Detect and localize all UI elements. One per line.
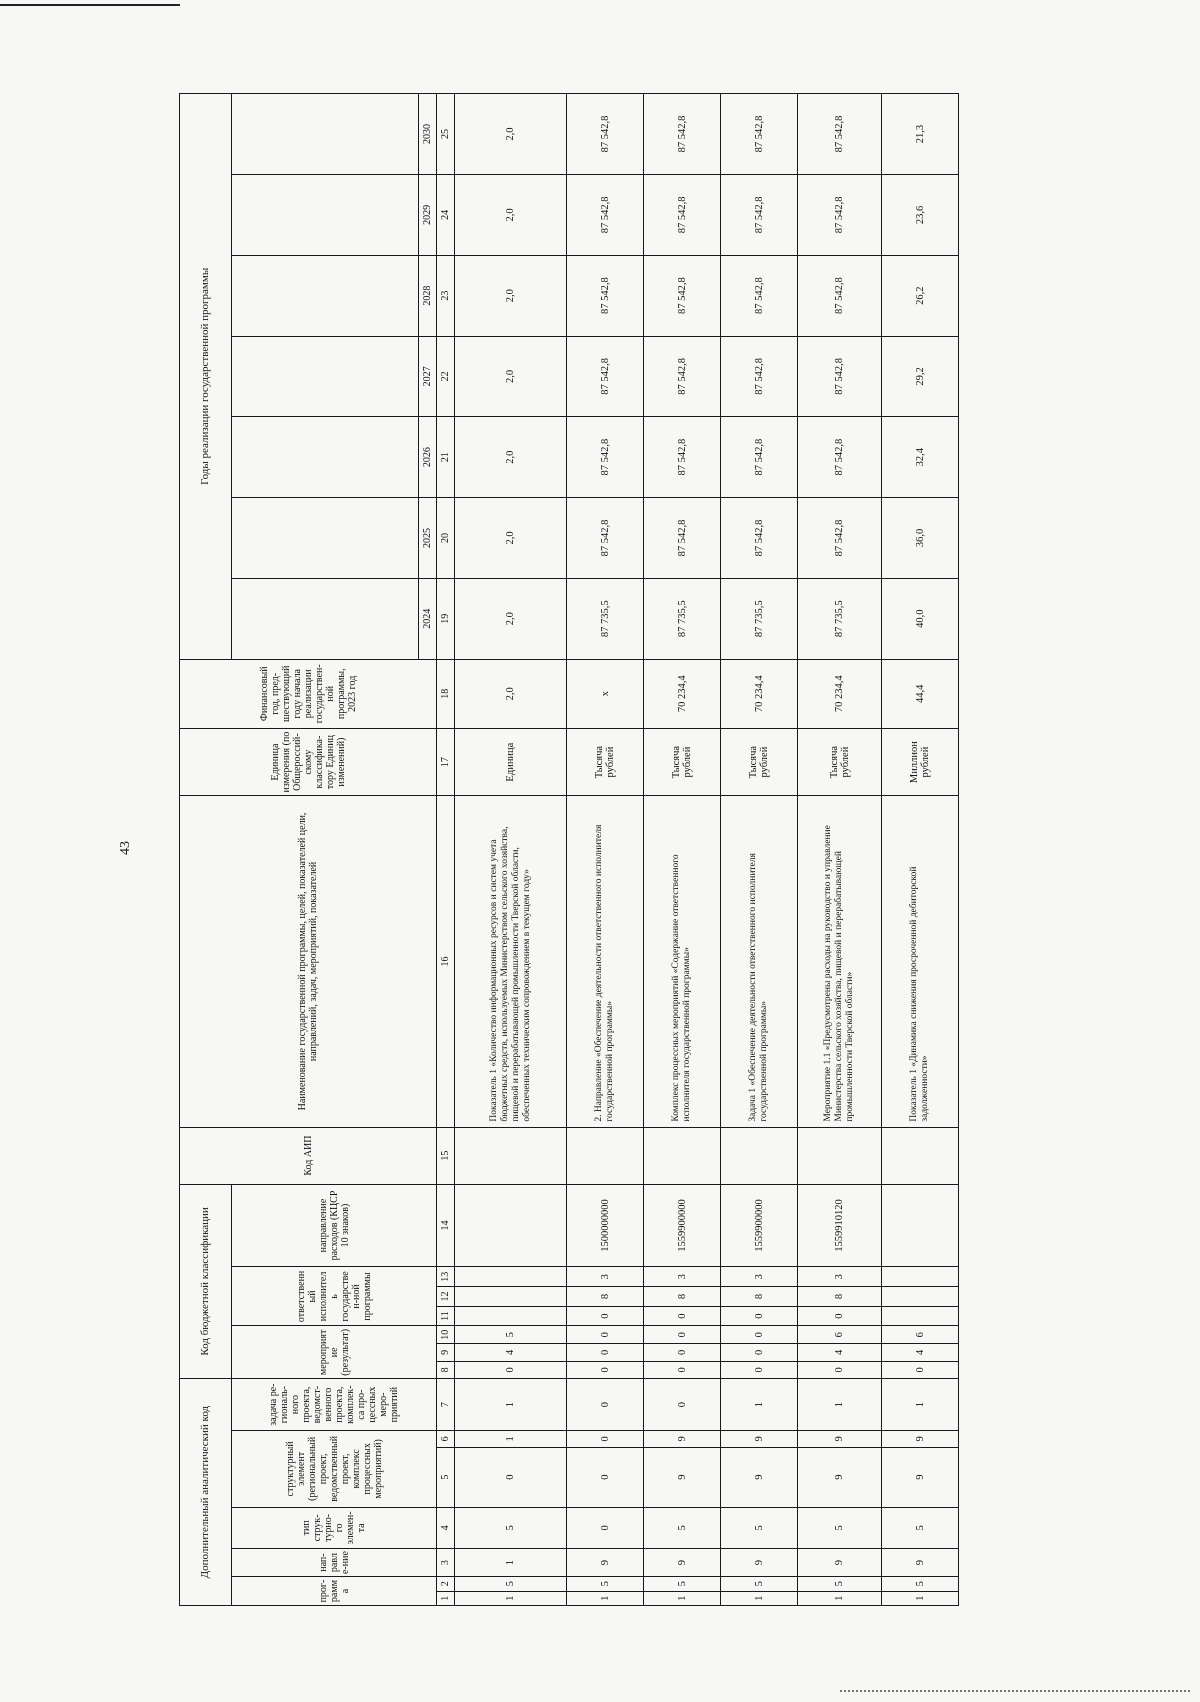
unit-cell: Тысяча рублей <box>644 728 721 795</box>
type-header: тип струк-турно-го элемен-та <box>232 1507 437 1548</box>
code-cell: 0 <box>567 1447 644 1507</box>
code-cell: 1559910120 <box>798 1184 882 1267</box>
year-header: 2030 <box>419 94 437 175</box>
table-row <box>798 94 882 1606</box>
program-table <box>179 93 959 1606</box>
year-spacer-cell <box>232 336 419 417</box>
code-cell: 0 <box>721 1326 798 1344</box>
year-value-cell: 2,0 <box>455 94 567 175</box>
year-value-cell: 87 542,8 <box>567 498 644 579</box>
year-value-cell: 87 542,8 <box>644 94 721 175</box>
code-cell <box>455 1306 567 1326</box>
column-number: 9 <box>437 1344 455 1362</box>
code-cell: 0 <box>798 1306 882 1326</box>
code-cell: 0 <box>567 1306 644 1326</box>
code-cell: 9 <box>721 1447 798 1507</box>
code-cell: 9 <box>882 1447 959 1507</box>
year-value-cell: 87 542,8 <box>721 94 798 175</box>
scan-edge-line <box>0 4 180 6</box>
year-value-cell: 2,0 <box>455 336 567 417</box>
year-value-cell: 87 542,8 <box>644 255 721 336</box>
year-value-cell: 2,0 <box>455 417 567 498</box>
code-cell: 9 <box>798 1549 882 1577</box>
code-cell <box>798 1127 882 1184</box>
year-value-cell: 87 542,8 <box>798 417 882 498</box>
year-value-cell: 40,0 <box>882 578 959 659</box>
fin-year-cell: 44,4 <box>882 659 959 728</box>
code-cell <box>455 1287 567 1307</box>
direction-header: нап-равле-ние <box>232 1549 437 1577</box>
column-number-row <box>437 94 455 1606</box>
year-value-cell: 87 542,8 <box>798 94 882 175</box>
code-cell: 1 <box>798 1379 882 1431</box>
code-cell <box>882 1127 959 1184</box>
year-value-cell: 87 542,8 <box>567 417 644 498</box>
code-cell: 0 <box>644 1379 721 1431</box>
budget-code-header: Код бюджетной классификации <box>180 1184 232 1379</box>
year-spacer-cell <box>232 174 419 255</box>
item-name-cell: Мероприятие 1.1 «Предусмотрены расходы на руководство и управление Министерства сельского хозяйства, пищевой и перерабатывающей промышленности Тверской области» <box>798 796 882 1127</box>
code-cell: 1 <box>455 1591 567 1605</box>
code-cell: 6 <box>882 1326 959 1344</box>
code-cell: 1 <box>798 1591 882 1605</box>
code-cell <box>644 1127 721 1184</box>
code-cell: 9 <box>721 1431 798 1448</box>
year-header: 2027 <box>419 336 437 417</box>
code-cell: 1 <box>455 1549 567 1577</box>
code-cell: 3 <box>644 1267 721 1287</box>
code-cell: 0 <box>798 1361 882 1379</box>
code-cell: 0 <box>644 1344 721 1362</box>
executor-header: ответственный исполнитель государствен-ной программы <box>232 1267 437 1326</box>
event-header: мероприятие (результат) <box>232 1326 437 1379</box>
column-number: 15 <box>437 1127 455 1184</box>
year-value-cell: 87 542,8 <box>798 498 882 579</box>
code-cell: 1559900000 <box>721 1184 798 1267</box>
year-value-cell: 87 542,8 <box>798 255 882 336</box>
header-row-groups <box>180 94 232 1606</box>
column-number: 21 <box>437 417 455 498</box>
code-cell <box>455 1184 567 1267</box>
year-value-cell: 87 542,8 <box>644 498 721 579</box>
code-cell: 5 <box>567 1577 644 1591</box>
page-number: 43 <box>118 841 133 855</box>
code-cell: 9 <box>798 1447 882 1507</box>
code-cell: 0 <box>455 1361 567 1379</box>
column-number: 20 <box>437 498 455 579</box>
code-cell: 5 <box>882 1507 959 1548</box>
year-value-cell: 36,0 <box>882 498 959 579</box>
year-value-cell: 87 542,8 <box>721 255 798 336</box>
code-cell: 8 <box>798 1287 882 1307</box>
year-value-cell: 32,4 <box>882 417 959 498</box>
table-row <box>644 94 721 1606</box>
code-cell: 0 <box>455 1447 567 1507</box>
item-name-cell: Задача 1 «Обеспечение деятельности ответственного исполнителя государственной программы» <box>721 796 798 1127</box>
code-cell: 5 <box>644 1577 721 1591</box>
year-value-cell: 87 542,8 <box>567 174 644 255</box>
code-cell <box>455 1127 567 1184</box>
code-cell: 5 <box>721 1507 798 1548</box>
year-header: 2025 <box>419 498 437 579</box>
code-cell: 8 <box>567 1287 644 1307</box>
code-cell: 0 <box>567 1326 644 1344</box>
table-row <box>721 94 798 1606</box>
code-cell: 0 <box>567 1344 644 1362</box>
year-value-cell: 2,0 <box>455 255 567 336</box>
code-cell <box>882 1306 959 1326</box>
year-header: 2026 <box>419 417 437 498</box>
column-number: 23 <box>437 255 455 336</box>
year-spacer-cell <box>232 255 419 336</box>
code-cell: 5 <box>455 1326 567 1344</box>
year-spacer-cell <box>232 498 419 579</box>
rotated-sheet <box>179 93 1087 1606</box>
task-header: задача ре-гиональ-ного проекта, ведомст-венного проекта, комплек-са про-цессных меро-приятий <box>232 1379 437 1431</box>
code-cell: 0 <box>721 1306 798 1326</box>
code-cell: 0 <box>644 1326 721 1344</box>
year-value-cell: 26,2 <box>882 255 959 336</box>
year-value-cell: 2,0 <box>455 498 567 579</box>
code-cell: 5 <box>798 1577 882 1591</box>
code-cell: 5 <box>882 1577 959 1591</box>
code-cell: 9 <box>798 1431 882 1448</box>
column-number: 7 <box>437 1379 455 1431</box>
program-header: прог-рамма <box>232 1577 437 1606</box>
code-cell: 5 <box>798 1507 882 1548</box>
year-value-cell: 21,3 <box>882 94 959 175</box>
code-cell: 6 <box>798 1326 882 1344</box>
code-cell: 1 <box>721 1591 798 1605</box>
item-name-cell: Комплекс процессных мероприятий «Содержание ответственного исполнителя государственной программы» <box>644 796 721 1127</box>
fin-year-cell: 70 234,4 <box>644 659 721 728</box>
unit-cell: Единица <box>455 728 567 795</box>
year-header: 2024 <box>419 578 437 659</box>
column-number: 11 <box>437 1306 455 1326</box>
year-value-cell: 87 542,8 <box>644 174 721 255</box>
code-cell: 9 <box>644 1431 721 1448</box>
column-number: 4 <box>437 1507 455 1548</box>
code-cell: 1 <box>644 1591 721 1605</box>
year-value-cell: 87 735,5 <box>721 578 798 659</box>
unit-cell: Тысяча рублей <box>567 728 644 795</box>
code-cell: 5 <box>455 1577 567 1591</box>
item-name-cell: Показатель 1 «Динамика снижения просроченной дебиторской задолженности» <box>882 796 959 1127</box>
column-number: 5 <box>437 1447 455 1507</box>
code-cell <box>882 1287 959 1307</box>
code-cell: 0 <box>644 1306 721 1326</box>
fin-year-cell: 2,0 <box>455 659 567 728</box>
year-value-cell: 87 542,8 <box>721 417 798 498</box>
code-cell: 8 <box>644 1287 721 1307</box>
code-cell: 0 <box>567 1431 644 1448</box>
unit-header: Единица измерения (по Общероссий-скому классифика-тору Единиц изменений) <box>180 728 437 795</box>
code-cell: 5 <box>644 1507 721 1548</box>
column-number: 18 <box>437 659 455 728</box>
year-header: 2028 <box>419 255 437 336</box>
year-value-cell: 87 542,8 <box>798 174 882 255</box>
column-number: 17 <box>437 728 455 795</box>
column-number: 16 <box>437 796 455 1127</box>
name-header: Наименование государственной программы, целей, показателей цели, направлений, задач, мероприятий, показателей <box>180 796 437 1127</box>
code-cell: 9 <box>882 1431 959 1448</box>
struct-element-header: структурный элемент (региональный проект, ведомственный проект, комплекс процессных мероприятий) <box>232 1431 437 1508</box>
code-cell: 0 <box>882 1361 959 1379</box>
code-cell: 1 <box>882 1591 959 1605</box>
code-cell: 3 <box>798 1267 882 1287</box>
code-cell <box>455 1267 567 1287</box>
year-value-cell: 87 542,8 <box>567 94 644 175</box>
years-group-header: Годы реализации государственной программы <box>180 94 232 660</box>
code-cell: 3 <box>567 1267 644 1287</box>
year-value-cell: 87 735,5 <box>567 578 644 659</box>
column-number: 19 <box>437 578 455 659</box>
year-spacer-cell <box>232 417 419 498</box>
year-value-cell: 87 542,8 <box>721 174 798 255</box>
code-cell: 0 <box>567 1379 644 1431</box>
code-cell: 0 <box>567 1361 644 1379</box>
fin-year-cell: 70 234,4 <box>798 659 882 728</box>
code-cell: 4 <box>882 1344 959 1362</box>
code-cell: 3 <box>721 1267 798 1287</box>
scan-edge-dots <box>840 1690 1190 1693</box>
year-value-cell: 87 542,8 <box>721 498 798 579</box>
unit-cell: Миллион рублей <box>882 728 959 795</box>
year-spacer-cell <box>232 578 419 659</box>
column-number: 25 <box>437 94 455 175</box>
code-cell: 9 <box>721 1549 798 1577</box>
year-value-cell: 2,0 <box>455 174 567 255</box>
column-number: 22 <box>437 336 455 417</box>
column-number: 14 <box>437 1184 455 1267</box>
column-number: 6 <box>437 1431 455 1448</box>
code-cell: 1559900000 <box>644 1184 721 1267</box>
year-spacer-cell <box>232 94 419 175</box>
code-cell: 0 <box>721 1344 798 1362</box>
column-number: 8 <box>437 1361 455 1379</box>
code-cell <box>567 1127 644 1184</box>
table-row <box>455 94 567 1606</box>
year-value-cell: 2,0 <box>455 578 567 659</box>
fin-year-cell: х <box>567 659 644 728</box>
code-cell: 0 <box>721 1361 798 1379</box>
code-cell: 1 <box>567 1591 644 1605</box>
year-header: 2029 <box>419 174 437 255</box>
code-cell: 0 <box>567 1507 644 1548</box>
column-number: 2 <box>437 1577 455 1591</box>
code-cell: 0 <box>644 1361 721 1379</box>
item-name-cell: Показатель 1 «Количество информационных ресурсов и систем учета бюджетных средств, используемых Министерством сельского хозяйства, пищевой и перерабатывающей промышленности Тверской области, обеспеченных техническим сопровождением в текущем году» <box>455 796 567 1127</box>
code-cell: 9 <box>882 1549 959 1577</box>
year-value-cell: 87 735,5 <box>798 578 882 659</box>
year-value-cell: 87 542,8 <box>644 417 721 498</box>
code-cell: 9 <box>644 1549 721 1577</box>
year-value-cell: 87 735,5 <box>644 578 721 659</box>
code-cell: 1 <box>882 1379 959 1431</box>
code-cell: 4 <box>798 1344 882 1362</box>
column-number: 3 <box>437 1549 455 1577</box>
code-cell: 1 <box>455 1379 567 1431</box>
code-cell: 4 <box>455 1344 567 1362</box>
code-cell <box>882 1184 959 1267</box>
code-cell: 5 <box>721 1577 798 1591</box>
fin-year-cell: 70 234,4 <box>721 659 798 728</box>
column-number: 24 <box>437 174 455 255</box>
code-cell: 1 <box>721 1379 798 1431</box>
additional-code-header: Дополнительный аналитический код <box>180 1379 232 1606</box>
fin-year-header: Финансовый год, пред-шествующий году начала реализации государствен-ной программы, 2023 год <box>180 659 437 728</box>
item-name-cell: 2. Направление «Обеспечение деятельности ответственного исполнителя государственной программы» <box>567 796 644 1127</box>
kod-aip-header: Код АИП <box>180 1127 437 1184</box>
code-cell: 9 <box>644 1447 721 1507</box>
table-row <box>567 94 644 1606</box>
year-value-cell: 29,2 <box>882 336 959 417</box>
code-cell <box>882 1267 959 1287</box>
unit-cell: Тысяча рублей <box>798 728 882 795</box>
expense-header: направление расходов (КЦСР 10 знаков) <box>232 1184 437 1267</box>
table-row <box>882 94 959 1606</box>
year-value-cell: 87 542,8 <box>567 336 644 417</box>
unit-cell: Тысяча рублей <box>721 728 798 795</box>
column-number: 10 <box>437 1326 455 1344</box>
code-cell: 1 <box>455 1431 567 1448</box>
code-cell: 8 <box>721 1287 798 1307</box>
code-cell <box>721 1127 798 1184</box>
table-body <box>455 94 959 1606</box>
year-value-cell: 87 542,8 <box>644 336 721 417</box>
year-value-cell: 87 542,8 <box>567 255 644 336</box>
year-value-cell: 87 542,8 <box>721 336 798 417</box>
column-number: 13 <box>437 1267 455 1287</box>
code-cell: 1500000000 <box>567 1184 644 1267</box>
column-number: 12 <box>437 1287 455 1307</box>
column-number: 1 <box>437 1591 455 1605</box>
code-cell: 9 <box>567 1549 644 1577</box>
year-value-cell: 23,6 <box>882 174 959 255</box>
code-cell: 5 <box>455 1507 567 1548</box>
year-value-cell: 87 542,8 <box>798 336 882 417</box>
